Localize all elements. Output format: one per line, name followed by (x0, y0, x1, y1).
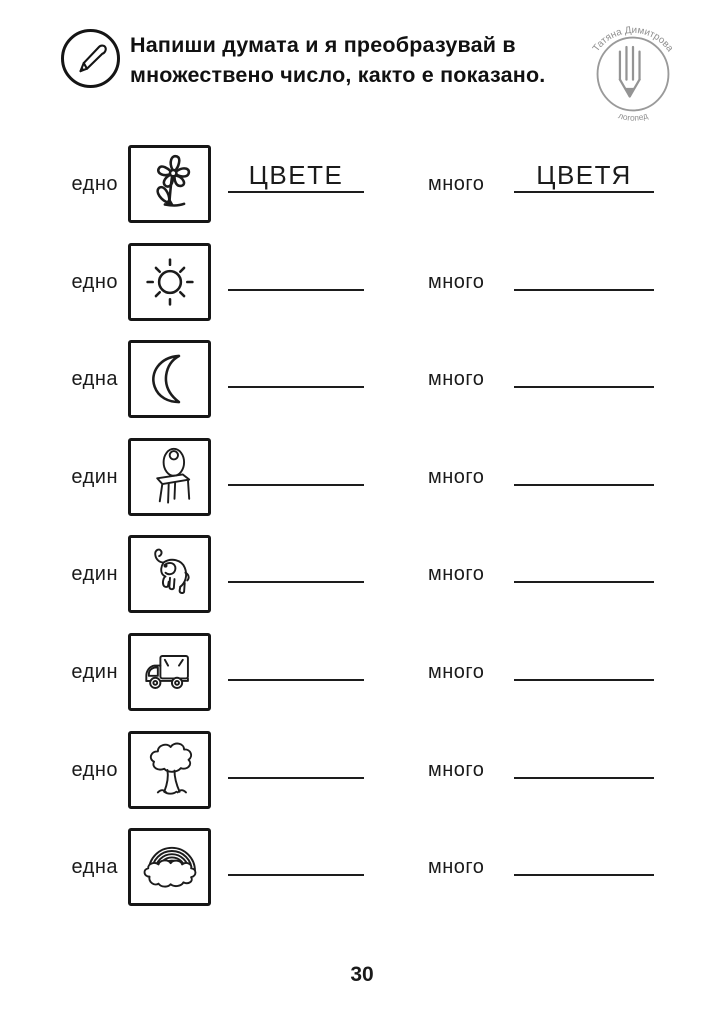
plural-answer-line (514, 731, 654, 779)
worksheet-row (0, 633, 724, 711)
many-label: много (428, 172, 485, 195)
count-label: един (71, 660, 118, 683)
svg-text:логопед (617, 110, 649, 123)
count-label: една (71, 855, 118, 878)
singular-answer-text: ЦВЕТЕ (248, 160, 344, 190)
count-label: едно (71, 270, 118, 293)
instruction-line-1: Напиши думата и я преобразувай в (130, 33, 516, 57)
sun-icon (136, 250, 204, 314)
singular-answer-line (228, 438, 364, 486)
many-label: много (428, 660, 485, 683)
singular-answer-line (228, 828, 364, 876)
plural-answer-line (514, 243, 654, 291)
count-label: едно (71, 758, 118, 781)
elephant-icon (136, 542, 204, 606)
picture-box (128, 243, 211, 321)
picture-box (128, 438, 211, 516)
plural-answer-line (514, 535, 654, 583)
pencil-icon (620, 47, 640, 96)
tree-icon (136, 738, 204, 802)
picture-box (128, 535, 211, 613)
rainbow-icon (136, 835, 204, 899)
instruction-line-2: множествено число, както е показано. (130, 63, 546, 87)
logopedist-stamp-logo (574, 18, 692, 130)
worksheet-row (0, 438, 724, 516)
picture-box (128, 145, 211, 223)
worksheet-row (0, 145, 724, 223)
picture-box (128, 633, 211, 711)
chair-icon (136, 445, 204, 509)
plural-answer-line (514, 145, 654, 193)
page-title (130, 30, 560, 90)
moon-icon (136, 347, 204, 411)
count-label: едно (71, 172, 118, 195)
plural-answer-line (514, 828, 654, 876)
plural-answer-text: ЦВЕТЯ (536, 160, 632, 190)
singular-answer-line (228, 633, 364, 681)
plural-answer-line (514, 340, 654, 388)
plural-answer-line (514, 438, 654, 486)
singular-answer-line (228, 145, 364, 193)
picture-box (128, 828, 211, 906)
worksheet-row (0, 535, 724, 613)
count-label: един (71, 465, 118, 488)
pen-icon (61, 29, 120, 88)
many-label: много (428, 270, 485, 293)
worksheet-row (0, 828, 724, 906)
many-label: много (428, 758, 485, 781)
many-label: много (428, 465, 485, 488)
plural-answer-line (514, 633, 654, 681)
worksheet-row (0, 731, 724, 809)
many-label: много (428, 367, 485, 390)
picture-box (128, 731, 211, 809)
truck-icon (136, 640, 204, 704)
picture-box (128, 340, 211, 418)
singular-answer-line (228, 535, 364, 583)
logo-subtitle-text: логопед (617, 110, 649, 123)
singular-answer-line (228, 340, 364, 388)
logo-name-text: Татяна Димитрова (590, 24, 676, 54)
count-label: една (71, 367, 118, 390)
worksheet-row (0, 340, 724, 418)
worksheet-row (0, 243, 724, 321)
singular-answer-line (228, 731, 364, 779)
many-label: много (428, 562, 485, 585)
page-number: 30 (350, 963, 374, 986)
many-label: много (428, 855, 485, 878)
flower-icon (136, 152, 204, 216)
count-label: един (71, 562, 118, 585)
singular-answer-line (228, 243, 364, 291)
